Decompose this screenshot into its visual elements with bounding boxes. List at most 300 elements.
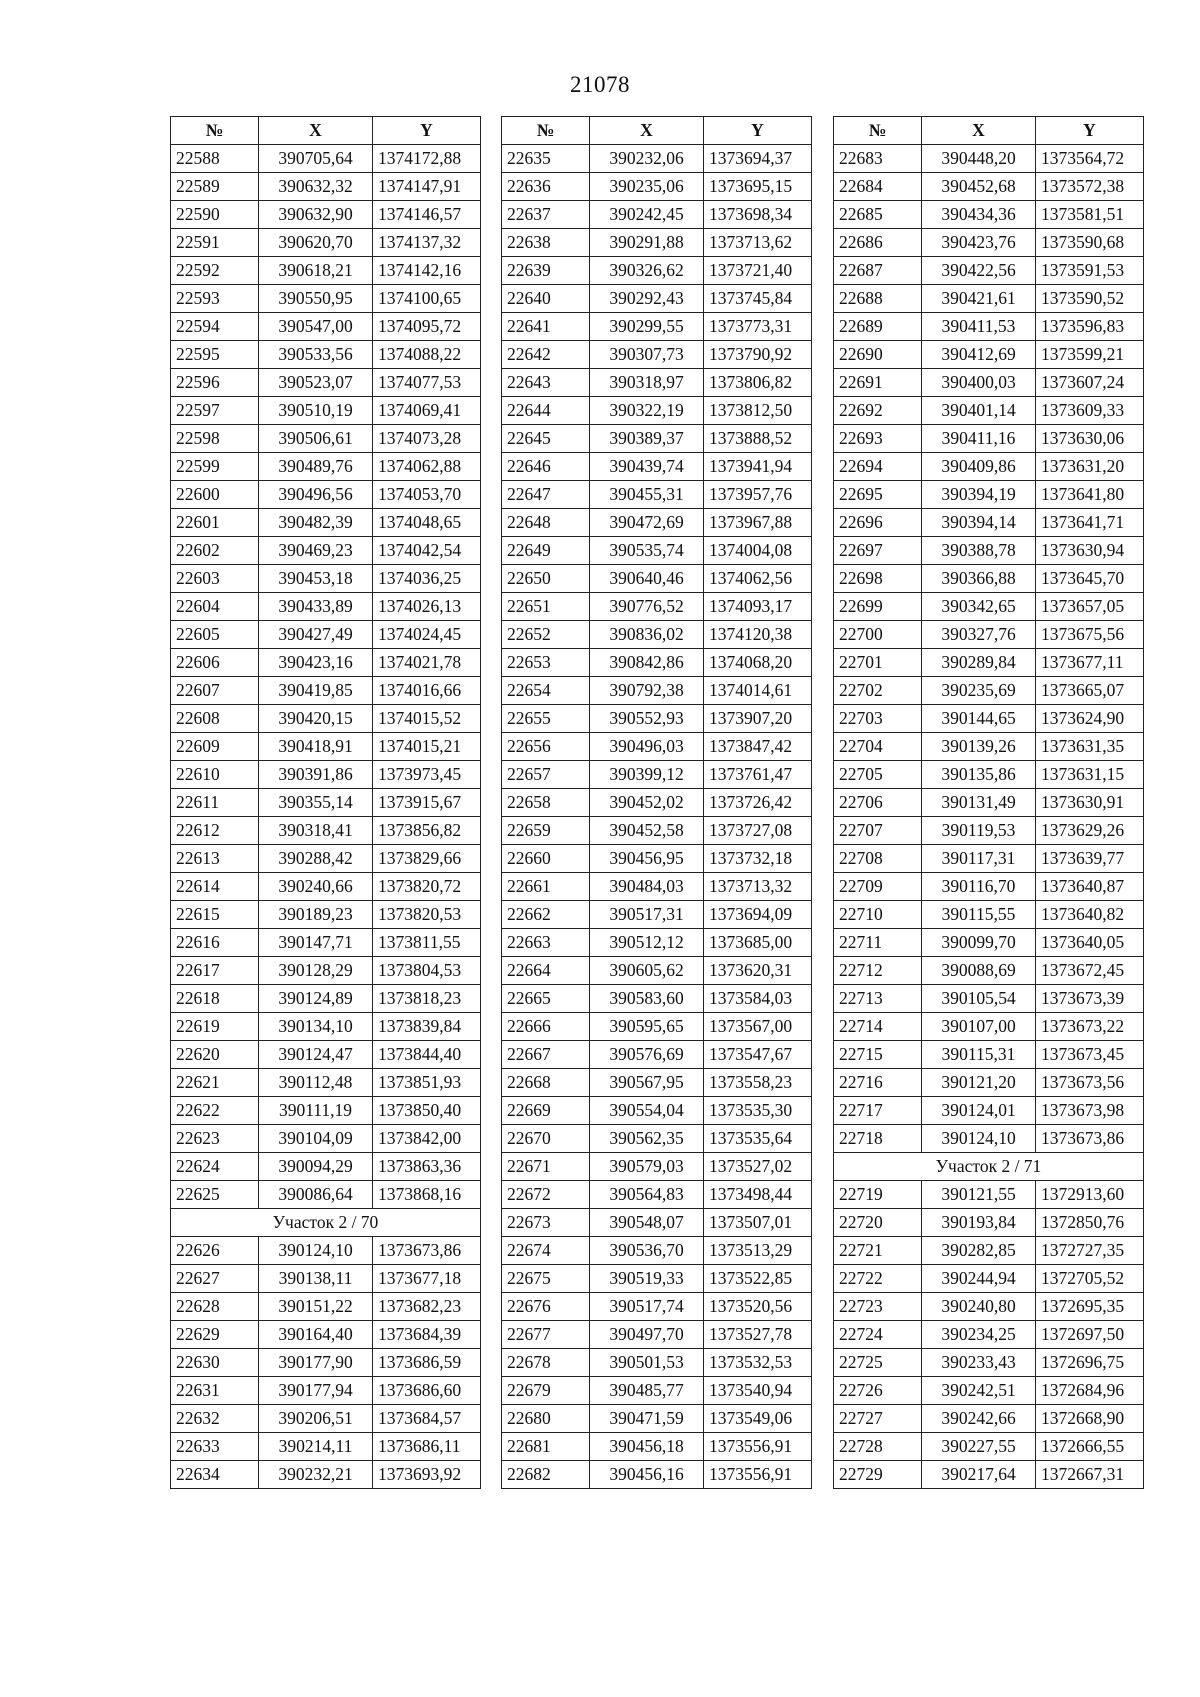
point-number-cell: 22611 bbox=[171, 789, 259, 817]
x-coordinate-cell: 390086,64 bbox=[259, 1181, 373, 1209]
table-row bbox=[502, 845, 812, 873]
y-coordinate-cell: 1373726,42 bbox=[704, 789, 812, 817]
x-coordinate-cell: 390469,23 bbox=[259, 537, 373, 565]
y-coordinate-cell: 1373673,22 bbox=[1036, 1013, 1144, 1041]
point-number-cell: 22679 bbox=[502, 1377, 590, 1405]
point-number-cell: 22648 bbox=[502, 509, 590, 537]
x-coordinate-cell: 390282,85 bbox=[922, 1237, 1036, 1265]
point-number-cell: 22629 bbox=[171, 1321, 259, 1349]
point-number-cell: 22664 bbox=[502, 957, 590, 985]
x-coordinate-cell: 390131,49 bbox=[922, 789, 1036, 817]
table-row bbox=[834, 705, 1144, 733]
y-coordinate-cell: 1373527,02 bbox=[704, 1153, 812, 1181]
x-coordinate-cell: 390111,19 bbox=[259, 1097, 373, 1125]
y-coordinate-cell: 1374016,66 bbox=[373, 677, 481, 705]
table-row bbox=[171, 1181, 481, 1209]
y-coordinate-cell: 1373790,92 bbox=[704, 341, 812, 369]
x-coordinate-cell: 390452,58 bbox=[590, 817, 704, 845]
point-number-cell: 22726 bbox=[834, 1377, 922, 1405]
point-number-cell: 22717 bbox=[834, 1097, 922, 1125]
point-number-cell: 22630 bbox=[171, 1349, 259, 1377]
y-coordinate-cell: 1373677,11 bbox=[1036, 649, 1144, 677]
x-coordinate-cell: 390094,29 bbox=[259, 1153, 373, 1181]
table-row bbox=[171, 565, 481, 593]
x-coordinate-cell: 390107,00 bbox=[922, 1013, 1036, 1041]
table-row bbox=[834, 509, 1144, 537]
x-coordinate-cell: 390618,21 bbox=[259, 257, 373, 285]
y-coordinate-cell: 1374120,38 bbox=[704, 621, 812, 649]
table-row bbox=[834, 1265, 1144, 1293]
y-coordinate-cell: 1374015,52 bbox=[373, 705, 481, 733]
point-number-cell: 22588 bbox=[171, 145, 259, 173]
x-coordinate-cell: 390510,19 bbox=[259, 397, 373, 425]
table-row bbox=[171, 537, 481, 565]
point-number-cell: 22715 bbox=[834, 1041, 922, 1069]
y-coordinate-cell: 1374100,65 bbox=[373, 285, 481, 313]
y-coordinate-cell: 1373850,40 bbox=[373, 1097, 481, 1125]
point-number-cell: 22645 bbox=[502, 425, 590, 453]
y-coordinate-cell: 1373693,92 bbox=[373, 1461, 481, 1489]
y-coordinate-cell: 1373591,53 bbox=[1036, 257, 1144, 285]
table-row bbox=[502, 593, 812, 621]
x-coordinate-cell: 390135,86 bbox=[922, 761, 1036, 789]
x-coordinate-cell: 390595,65 bbox=[590, 1013, 704, 1041]
y-coordinate-cell: 1373596,83 bbox=[1036, 313, 1144, 341]
x-coordinate-cell: 390342,65 bbox=[922, 593, 1036, 621]
x-coordinate-cell: 390533,56 bbox=[259, 341, 373, 369]
y-coordinate-cell: 1373820,53 bbox=[373, 901, 481, 929]
y-coordinate-cell: 1374024,45 bbox=[373, 621, 481, 649]
table-row bbox=[502, 761, 812, 789]
table-row bbox=[834, 397, 1144, 425]
point-number-cell: 22727 bbox=[834, 1405, 922, 1433]
point-number-cell: 22633 bbox=[171, 1433, 259, 1461]
y-coordinate-cell: 1373967,88 bbox=[704, 509, 812, 537]
table-row bbox=[502, 817, 812, 845]
point-number-cell: 22665 bbox=[502, 985, 590, 1013]
x-coordinate-cell: 390289,84 bbox=[922, 649, 1036, 677]
x-coordinate-cell: 390497,70 bbox=[590, 1321, 704, 1349]
x-coordinate-cell: 390576,69 bbox=[590, 1041, 704, 1069]
table-row bbox=[502, 873, 812, 901]
table-row bbox=[171, 957, 481, 985]
point-number-cell: 22711 bbox=[834, 929, 922, 957]
x-coordinate-cell: 390124,47 bbox=[259, 1041, 373, 1069]
y-coordinate-cell: 1373556,91 bbox=[704, 1461, 812, 1489]
x-coordinate-cell: 390567,95 bbox=[590, 1069, 704, 1097]
table-row bbox=[834, 733, 1144, 761]
y-coordinate-cell: 1372668,90 bbox=[1036, 1405, 1144, 1433]
table-row bbox=[502, 789, 812, 817]
y-coordinate-cell: 1373564,72 bbox=[1036, 145, 1144, 173]
table-row bbox=[171, 621, 481, 649]
x-coordinate-cell: 390117,31 bbox=[922, 845, 1036, 873]
y-coordinate-cell: 1374062,56 bbox=[704, 565, 812, 593]
table-row bbox=[502, 229, 812, 257]
y-coordinate-cell: 1373829,66 bbox=[373, 845, 481, 873]
point-number-cell: 22668 bbox=[502, 1069, 590, 1097]
y-coordinate-cell: 1373631,35 bbox=[1036, 733, 1144, 761]
point-number-cell: 22628 bbox=[171, 1293, 259, 1321]
y-coordinate-cell: 1373673,86 bbox=[1036, 1125, 1144, 1153]
point-number-cell: 22617 bbox=[171, 957, 259, 985]
y-coordinate-cell: 1373547,67 bbox=[704, 1041, 812, 1069]
y-coordinate-cell: 1373694,37 bbox=[704, 145, 812, 173]
x-coordinate-cell: 390235,69 bbox=[922, 677, 1036, 705]
x-coordinate-cell: 390206,51 bbox=[259, 1405, 373, 1433]
table-row bbox=[502, 481, 812, 509]
y-coordinate-cell: 1373915,67 bbox=[373, 789, 481, 817]
point-number-cell: 22646 bbox=[502, 453, 590, 481]
point-number-cell: 22687 bbox=[834, 257, 922, 285]
point-number-cell: 22596 bbox=[171, 369, 259, 397]
x-coordinate-cell: 390452,68 bbox=[922, 173, 1036, 201]
x-coordinate-cell: 390705,64 bbox=[259, 145, 373, 173]
y-coordinate-cell: 1374088,22 bbox=[373, 341, 481, 369]
x-coordinate-cell: 390138,11 bbox=[259, 1265, 373, 1293]
x-coordinate-cell: 390482,39 bbox=[259, 509, 373, 537]
table-row bbox=[834, 621, 1144, 649]
table-row bbox=[834, 957, 1144, 985]
y-coordinate-cell: 1374004,08 bbox=[704, 537, 812, 565]
table-row bbox=[502, 621, 812, 649]
point-number-cell: 22678 bbox=[502, 1349, 590, 1377]
x-coordinate-cell: 390128,29 bbox=[259, 957, 373, 985]
table-row bbox=[171, 985, 481, 1013]
point-number-cell: 22660 bbox=[502, 845, 590, 873]
point-number-cell: 22619 bbox=[171, 1013, 259, 1041]
table-row bbox=[502, 929, 812, 957]
point-number-cell: 22647 bbox=[502, 481, 590, 509]
table-row bbox=[502, 565, 812, 593]
x-coordinate-cell: 390232,06 bbox=[590, 145, 704, 173]
y-coordinate-cell: 1373639,77 bbox=[1036, 845, 1144, 873]
point-number-cell: 22720 bbox=[834, 1209, 922, 1237]
x-coordinate-cell: 390423,76 bbox=[922, 229, 1036, 257]
y-coordinate-cell: 1374026,13 bbox=[373, 593, 481, 621]
point-number-cell: 22723 bbox=[834, 1293, 922, 1321]
y-coordinate-cell: 1373590,52 bbox=[1036, 285, 1144, 313]
x-coordinate-cell: 390485,77 bbox=[590, 1377, 704, 1405]
table-row bbox=[834, 789, 1144, 817]
y-coordinate-cell: 1373745,84 bbox=[704, 285, 812, 313]
table-row bbox=[171, 369, 481, 397]
x-coordinate-cell: 390506,61 bbox=[259, 425, 373, 453]
table-row bbox=[502, 677, 812, 705]
table-row bbox=[171, 1265, 481, 1293]
point-number-cell: 22643 bbox=[502, 369, 590, 397]
point-number-cell: 22622 bbox=[171, 1097, 259, 1125]
table-row bbox=[171, 229, 481, 257]
point-number-cell: 22704 bbox=[834, 733, 922, 761]
y-coordinate-cell: 1373620,31 bbox=[704, 957, 812, 985]
point-number-cell: 22706 bbox=[834, 789, 922, 817]
table-row bbox=[171, 873, 481, 901]
point-number-cell: 22722 bbox=[834, 1265, 922, 1293]
point-number-cell: 22602 bbox=[171, 537, 259, 565]
y-coordinate-cell: 1373713,32 bbox=[704, 873, 812, 901]
point-number-cell: 22651 bbox=[502, 593, 590, 621]
point-number-cell: 22685 bbox=[834, 201, 922, 229]
point-number-cell: 22694 bbox=[834, 453, 922, 481]
table-row bbox=[171, 453, 481, 481]
table-row bbox=[502, 509, 812, 537]
x-coordinate-cell: 390419,85 bbox=[259, 677, 373, 705]
table-row bbox=[502, 733, 812, 761]
x-coordinate-cell: 390434,36 bbox=[922, 201, 1036, 229]
y-coordinate-cell: 1373673,98 bbox=[1036, 1097, 1144, 1125]
table-row bbox=[171, 285, 481, 313]
point-number-cell: 22603 bbox=[171, 565, 259, 593]
x-coordinate-cell: 390394,19 bbox=[922, 481, 1036, 509]
table-body bbox=[502, 145, 812, 1489]
y-coordinate-cell: 1373686,60 bbox=[373, 1377, 481, 1405]
table-row bbox=[171, 1405, 481, 1433]
coordinates-table-2 bbox=[501, 116, 812, 1489]
table-row bbox=[834, 1461, 1144, 1489]
y-coordinate-cell: 1373941,94 bbox=[704, 453, 812, 481]
point-number-cell: 22610 bbox=[171, 761, 259, 789]
point-number-cell: 22698 bbox=[834, 565, 922, 593]
table-row bbox=[171, 145, 481, 173]
table-row bbox=[171, 313, 481, 341]
x-coordinate-cell: 390456,16 bbox=[590, 1461, 704, 1489]
table-row bbox=[171, 1349, 481, 1377]
y-coordinate-cell: 1372696,75 bbox=[1036, 1349, 1144, 1377]
x-coordinate-cell: 390124,10 bbox=[259, 1237, 373, 1265]
y-coordinate-cell: 1373624,90 bbox=[1036, 705, 1144, 733]
point-number-cell: 22589 bbox=[171, 173, 259, 201]
point-number-cell: 22716 bbox=[834, 1069, 922, 1097]
y-coordinate-cell: 1373773,31 bbox=[704, 313, 812, 341]
y-coordinate-cell: 1373811,55 bbox=[373, 929, 481, 957]
table-body bbox=[834, 145, 1144, 1489]
table-row bbox=[171, 341, 481, 369]
y-coordinate-cell: 1374137,32 bbox=[373, 229, 481, 257]
point-number-cell: 22606 bbox=[171, 649, 259, 677]
table-row bbox=[502, 1461, 812, 1489]
point-number-cell: 22674 bbox=[502, 1237, 590, 1265]
point-number-cell: 22729 bbox=[834, 1461, 922, 1489]
y-coordinate-cell: 1373584,03 bbox=[704, 985, 812, 1013]
x-coordinate-cell: 390484,03 bbox=[590, 873, 704, 901]
x-coordinate-cell: 390517,31 bbox=[590, 901, 704, 929]
point-number-cell: 22637 bbox=[502, 201, 590, 229]
point-number-cell: 22614 bbox=[171, 873, 259, 901]
point-number-cell: 22649 bbox=[502, 537, 590, 565]
y-coordinate-cell: 1373812,50 bbox=[704, 397, 812, 425]
table-row bbox=[834, 1237, 1144, 1265]
x-coordinate-cell: 390547,00 bbox=[259, 313, 373, 341]
table-row bbox=[502, 341, 812, 369]
point-number-cell: 22623 bbox=[171, 1125, 259, 1153]
y-coordinate-cell: 1373590,68 bbox=[1036, 229, 1144, 257]
table-row bbox=[171, 509, 481, 537]
x-coordinate-cell: 390792,38 bbox=[590, 677, 704, 705]
x-coordinate-cell: 390099,70 bbox=[922, 929, 1036, 957]
y-coordinate-cell: 1373684,39 bbox=[373, 1321, 481, 1349]
table-row bbox=[834, 1041, 1144, 1069]
header-x: X bbox=[922, 117, 1036, 145]
y-coordinate-cell: 1374093,17 bbox=[704, 593, 812, 621]
point-number-cell: 22618 bbox=[171, 985, 259, 1013]
table-row bbox=[834, 1293, 1144, 1321]
x-coordinate-cell: 390605,62 bbox=[590, 957, 704, 985]
x-coordinate-cell: 390842,86 bbox=[590, 649, 704, 677]
y-coordinate-cell: 1374014,61 bbox=[704, 677, 812, 705]
x-coordinate-cell: 390121,20 bbox=[922, 1069, 1036, 1097]
point-number-cell: 22692 bbox=[834, 397, 922, 425]
header-y: Y bbox=[373, 117, 481, 145]
y-coordinate-cell: 1372913,60 bbox=[1036, 1181, 1144, 1209]
point-number-cell: 22681 bbox=[502, 1433, 590, 1461]
point-number-cell: 22631 bbox=[171, 1377, 259, 1405]
y-coordinate-cell: 1372850,76 bbox=[1036, 1209, 1144, 1237]
table-body bbox=[171, 145, 481, 1489]
y-coordinate-cell: 1372667,31 bbox=[1036, 1461, 1144, 1489]
y-coordinate-cell: 1373641,80 bbox=[1036, 481, 1144, 509]
x-coordinate-cell: 390552,93 bbox=[590, 705, 704, 733]
y-coordinate-cell: 1373868,16 bbox=[373, 1181, 481, 1209]
x-coordinate-cell: 390394,14 bbox=[922, 509, 1036, 537]
point-number-cell: 22635 bbox=[502, 145, 590, 173]
point-number-cell: 22712 bbox=[834, 957, 922, 985]
point-number-cell: 22638 bbox=[502, 229, 590, 257]
y-coordinate-cell: 1373806,82 bbox=[704, 369, 812, 397]
x-coordinate-cell: 390418,91 bbox=[259, 733, 373, 761]
x-coordinate-cell: 390535,74 bbox=[590, 537, 704, 565]
x-coordinate-cell: 390391,86 bbox=[259, 761, 373, 789]
table-row bbox=[171, 817, 481, 845]
y-coordinate-cell: 1373522,85 bbox=[704, 1265, 812, 1293]
point-number-cell: 22658 bbox=[502, 789, 590, 817]
point-number-cell: 22591 bbox=[171, 229, 259, 257]
y-coordinate-cell: 1372695,35 bbox=[1036, 1293, 1144, 1321]
table-row bbox=[834, 1181, 1144, 1209]
x-coordinate-cell: 390439,74 bbox=[590, 453, 704, 481]
section-row bbox=[171, 1209, 481, 1237]
x-coordinate-cell: 390452,02 bbox=[590, 789, 704, 817]
x-coordinate-cell: 390121,55 bbox=[922, 1181, 1036, 1209]
header-number: № bbox=[171, 117, 259, 145]
point-number-cell: 22659 bbox=[502, 817, 590, 845]
y-coordinate-cell: 1373713,62 bbox=[704, 229, 812, 257]
x-coordinate-cell: 390177,94 bbox=[259, 1377, 373, 1405]
x-coordinate-cell: 390366,88 bbox=[922, 565, 1036, 593]
y-coordinate-cell: 1373839,84 bbox=[373, 1013, 481, 1041]
x-coordinate-cell: 390318,41 bbox=[259, 817, 373, 845]
point-number-cell: 22613 bbox=[171, 845, 259, 873]
table-row bbox=[502, 1321, 812, 1349]
table-row bbox=[834, 1069, 1144, 1097]
y-coordinate-cell: 1372727,35 bbox=[1036, 1237, 1144, 1265]
table-header-row bbox=[834, 117, 1144, 145]
x-coordinate-cell: 390776,52 bbox=[590, 593, 704, 621]
point-number-cell: 22677 bbox=[502, 1321, 590, 1349]
table-row bbox=[171, 1237, 481, 1265]
table-row bbox=[502, 1265, 812, 1293]
x-coordinate-cell: 390433,89 bbox=[259, 593, 373, 621]
point-number-cell: 22656 bbox=[502, 733, 590, 761]
point-number-cell: 22644 bbox=[502, 397, 590, 425]
point-number-cell: 22604 bbox=[171, 593, 259, 621]
table-row bbox=[502, 1349, 812, 1377]
x-coordinate-cell: 390501,53 bbox=[590, 1349, 704, 1377]
point-number-cell: 22599 bbox=[171, 453, 259, 481]
x-coordinate-cell: 390240,80 bbox=[922, 1293, 1036, 1321]
y-coordinate-cell: 1373513,29 bbox=[704, 1237, 812, 1265]
x-coordinate-cell: 390139,26 bbox=[922, 733, 1036, 761]
y-coordinate-cell: 1374036,25 bbox=[373, 565, 481, 593]
point-number-cell: 22710 bbox=[834, 901, 922, 929]
y-coordinate-cell: 1374172,88 bbox=[373, 145, 481, 173]
y-coordinate-cell: 1373727,08 bbox=[704, 817, 812, 845]
table-row bbox=[834, 649, 1144, 677]
x-coordinate-cell: 390388,78 bbox=[922, 537, 1036, 565]
y-coordinate-cell: 1374021,78 bbox=[373, 649, 481, 677]
table-row bbox=[502, 537, 812, 565]
x-coordinate-cell: 390234,25 bbox=[922, 1321, 1036, 1349]
x-coordinate-cell: 390327,76 bbox=[922, 621, 1036, 649]
point-number-cell: 22701 bbox=[834, 649, 922, 677]
table-row bbox=[171, 397, 481, 425]
point-number-cell: 22724 bbox=[834, 1321, 922, 1349]
y-coordinate-cell: 1373686,59 bbox=[373, 1349, 481, 1377]
y-coordinate-cell: 1373847,42 bbox=[704, 733, 812, 761]
x-coordinate-cell: 390115,31 bbox=[922, 1041, 1036, 1069]
table-row bbox=[834, 1349, 1144, 1377]
point-number-cell: 22598 bbox=[171, 425, 259, 453]
table-row bbox=[502, 1013, 812, 1041]
y-coordinate-cell: 1373820,72 bbox=[373, 873, 481, 901]
point-number-cell: 22657 bbox=[502, 761, 590, 789]
y-coordinate-cell: 1373721,40 bbox=[704, 257, 812, 285]
y-coordinate-cell: 1373761,47 bbox=[704, 761, 812, 789]
x-coordinate-cell: 390455,31 bbox=[590, 481, 704, 509]
table-row bbox=[502, 1153, 812, 1181]
y-coordinate-cell: 1373818,23 bbox=[373, 985, 481, 1013]
x-coordinate-cell: 390523,07 bbox=[259, 369, 373, 397]
point-number-cell: 22696 bbox=[834, 509, 922, 537]
x-coordinate-cell: 390456,95 bbox=[590, 845, 704, 873]
y-coordinate-cell: 1373851,93 bbox=[373, 1069, 481, 1097]
table-row bbox=[171, 733, 481, 761]
x-coordinate-cell: 390496,56 bbox=[259, 481, 373, 509]
table-row bbox=[171, 481, 481, 509]
table-row bbox=[171, 677, 481, 705]
x-coordinate-cell: 390112,48 bbox=[259, 1069, 373, 1097]
point-number-cell: 22709 bbox=[834, 873, 922, 901]
table-row bbox=[502, 1433, 812, 1461]
table-row bbox=[834, 985, 1144, 1013]
table-row bbox=[171, 1377, 481, 1405]
point-number-cell: 22691 bbox=[834, 369, 922, 397]
x-coordinate-cell: 390240,66 bbox=[259, 873, 373, 901]
y-coordinate-cell: 1373540,94 bbox=[704, 1377, 812, 1405]
table-row bbox=[834, 1209, 1144, 1237]
table-row bbox=[171, 257, 481, 285]
x-coordinate-cell: 390836,02 bbox=[590, 621, 704, 649]
table-row bbox=[834, 1405, 1144, 1433]
table-row bbox=[834, 1125, 1144, 1153]
point-number-cell: 22728 bbox=[834, 1433, 922, 1461]
table-row bbox=[834, 481, 1144, 509]
point-number-cell: 22655 bbox=[502, 705, 590, 733]
table-row bbox=[834, 593, 1144, 621]
y-coordinate-cell: 1374015,21 bbox=[373, 733, 481, 761]
table-row bbox=[502, 901, 812, 929]
point-number-cell: 22707 bbox=[834, 817, 922, 845]
